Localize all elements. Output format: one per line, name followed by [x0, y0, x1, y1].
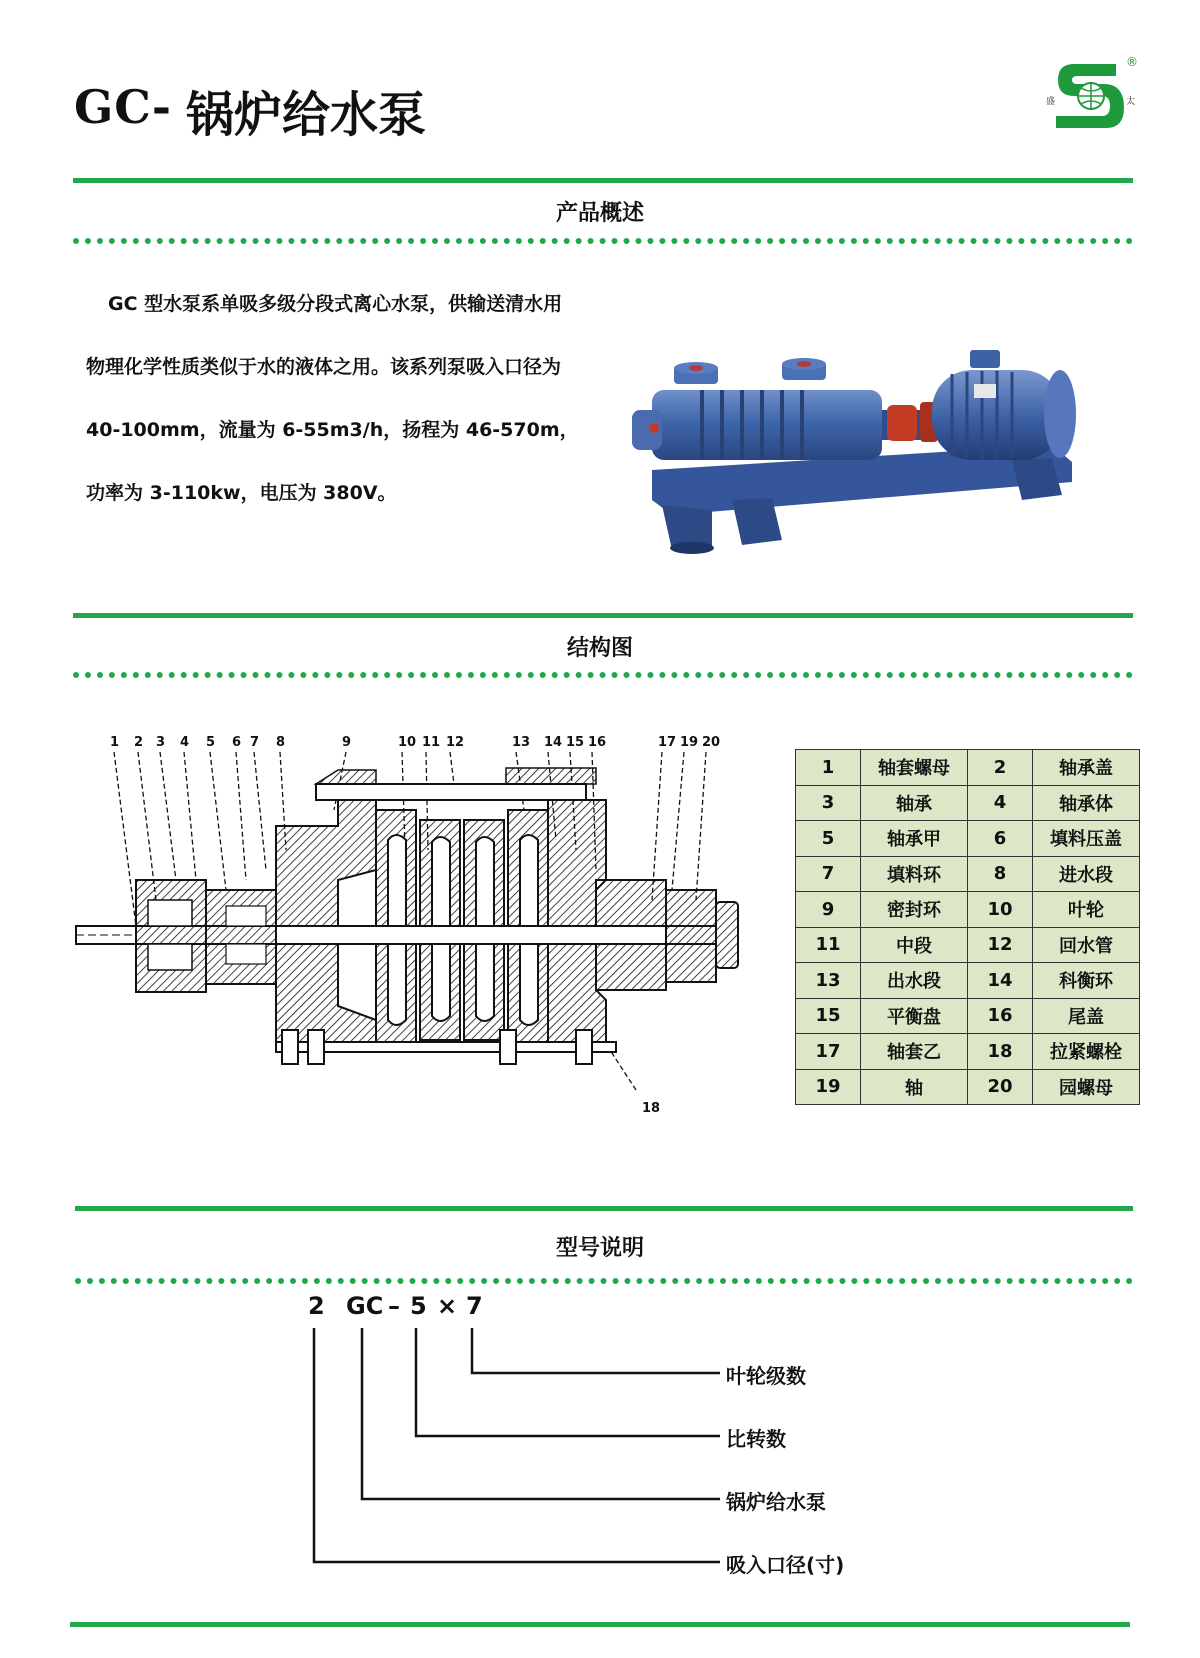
callout-number: 16	[588, 735, 607, 750]
part-number: 3	[796, 785, 861, 821]
callout-number: 13	[512, 735, 531, 750]
callout-number: 3	[156, 735, 166, 750]
part-number: 7	[796, 856, 861, 892]
registered-mark: ®	[1126, 55, 1138, 69]
overview-line: 功率为 3-110kw，电压为 380V。	[86, 482, 397, 504]
part-number: 13	[796, 963, 861, 999]
overview-line: 40-100mm，流量为 6-55m3/h，扬程为 46-570m，	[86, 419, 579, 441]
part-number: 16	[968, 998, 1033, 1034]
table-row	[796, 998, 1140, 1034]
part-number: 2	[968, 750, 1033, 786]
part-name: 轴套乙	[861, 1034, 968, 1070]
part-number: 12	[968, 927, 1033, 963]
part-name: 轴承盖	[1033, 750, 1140, 786]
pump-photo	[632, 350, 1092, 560]
part-name: 填料环	[861, 856, 968, 892]
part-name: 轴承	[861, 785, 968, 821]
part-name: 轴	[861, 1069, 968, 1105]
part-number: 20	[968, 1069, 1033, 1105]
part-number: 18	[968, 1034, 1033, 1070]
overview-dotted-rule	[73, 238, 1133, 244]
part-number: 11	[796, 927, 861, 963]
model-heading: 型号说明	[555, 1236, 644, 1261]
part-number: 6	[968, 821, 1033, 857]
page-title-latin: GC-	[74, 80, 172, 134]
part-name: 轴承体	[1033, 785, 1140, 821]
part-name: 出水段	[861, 963, 968, 999]
part-number: 10	[968, 892, 1033, 928]
model-label-stages: 叶轮级数	[726, 1364, 806, 1388]
part-number: 4	[968, 785, 1033, 821]
table-row	[796, 750, 1140, 786]
callout-number: 19	[680, 735, 699, 750]
section-rule-structure	[73, 613, 1133, 618]
parts-table	[795, 749, 1140, 1105]
table-row	[796, 821, 1140, 857]
overview-line: 物理化学性质类似于水的液体之用。该系列泵吸入口径为	[86, 356, 562, 378]
part-name: 拉紧螺栓	[1033, 1034, 1140, 1070]
table-row	[796, 927, 1140, 963]
callout-number: 20	[702, 735, 721, 750]
page-title: 锅炉给水泵	[186, 87, 427, 143]
callout-number: 4	[180, 735, 190, 750]
part-number: 9	[796, 892, 861, 928]
part-name: 叶轮	[1033, 892, 1140, 928]
callout-number: 8	[276, 735, 286, 750]
overview-heading: 产品概述	[555, 201, 644, 226]
part-number: 14	[968, 963, 1033, 999]
footer-rule	[70, 1622, 1130, 1627]
overview-text	[86, 273, 626, 525]
model-dotted-rule	[75, 1278, 1133, 1284]
model-code-dash: –	[388, 1292, 400, 1320]
callout-number: 2	[134, 735, 144, 750]
table-row	[796, 963, 1140, 999]
overview-line: GC 型水泵系单吸多级分段式离心水泵，供输送清水用	[108, 293, 563, 315]
part-name: 轴套螺母	[861, 750, 968, 786]
callout-number: 10	[398, 735, 417, 750]
part-name: 轴承甲	[861, 821, 968, 857]
table-row	[796, 1069, 1140, 1105]
part-name: 密封环	[861, 892, 968, 928]
part-number: 17	[796, 1034, 861, 1070]
table-row	[796, 892, 1140, 928]
part-name: 科衡环	[1033, 963, 1140, 999]
section-rule-top	[73, 178, 1133, 183]
logo-left-char: 盛	[1046, 97, 1056, 107]
callout-number: 15	[566, 735, 585, 750]
part-name: 平衡盘	[861, 998, 968, 1034]
part-number: 1	[796, 750, 861, 786]
model-code-speed: 5	[410, 1292, 427, 1320]
part-name: 填料压盖	[1033, 821, 1140, 857]
part-name: 中段	[861, 927, 968, 963]
callout-number: 11	[422, 735, 441, 750]
callout-number: 18	[642, 1101, 661, 1116]
callout-number: 7	[250, 735, 260, 750]
table-row	[796, 856, 1140, 892]
model-label-type: 锅炉给水泵	[726, 1490, 826, 1514]
model-code-times: ×	[437, 1292, 458, 1320]
callout-number: 12	[446, 735, 465, 750]
callout-number: 1	[110, 735, 120, 750]
callout-number: 5	[206, 735, 216, 750]
part-number: 8	[968, 856, 1033, 892]
part-name: 尾盖	[1033, 998, 1140, 1034]
structure-heading: 结构图	[566, 636, 633, 661]
logo-right-char: 太	[1126, 97, 1136, 107]
model-label-inlet-size: 吸入口径(寸)	[726, 1553, 845, 1577]
part-number: 15	[796, 998, 861, 1034]
table-row	[796, 785, 1140, 821]
callout-number: 17	[658, 735, 677, 750]
model-code-stages: 7	[466, 1292, 483, 1320]
model-label-specific-speed: 比转数	[726, 1427, 786, 1451]
model-code-prefix: 2	[308, 1292, 325, 1320]
structure-dotted-rule	[73, 672, 1133, 678]
callout-number: 6	[232, 735, 242, 750]
model-code-series: GC	[346, 1292, 384, 1320]
callout-number: 14	[544, 735, 563, 750]
part-number: 19	[796, 1069, 861, 1105]
table-row	[796, 1034, 1140, 1070]
brand-logo	[1046, 54, 1136, 138]
pump-cross-section-diagram	[76, 730, 766, 1120]
callout-number: 9	[342, 735, 352, 750]
part-name: 进水段	[1033, 856, 1140, 892]
part-number: 5	[796, 821, 861, 857]
section-rule-model	[75, 1206, 1133, 1211]
part-name: 园螺母	[1033, 1069, 1140, 1105]
part-name: 回水管	[1033, 927, 1140, 963]
